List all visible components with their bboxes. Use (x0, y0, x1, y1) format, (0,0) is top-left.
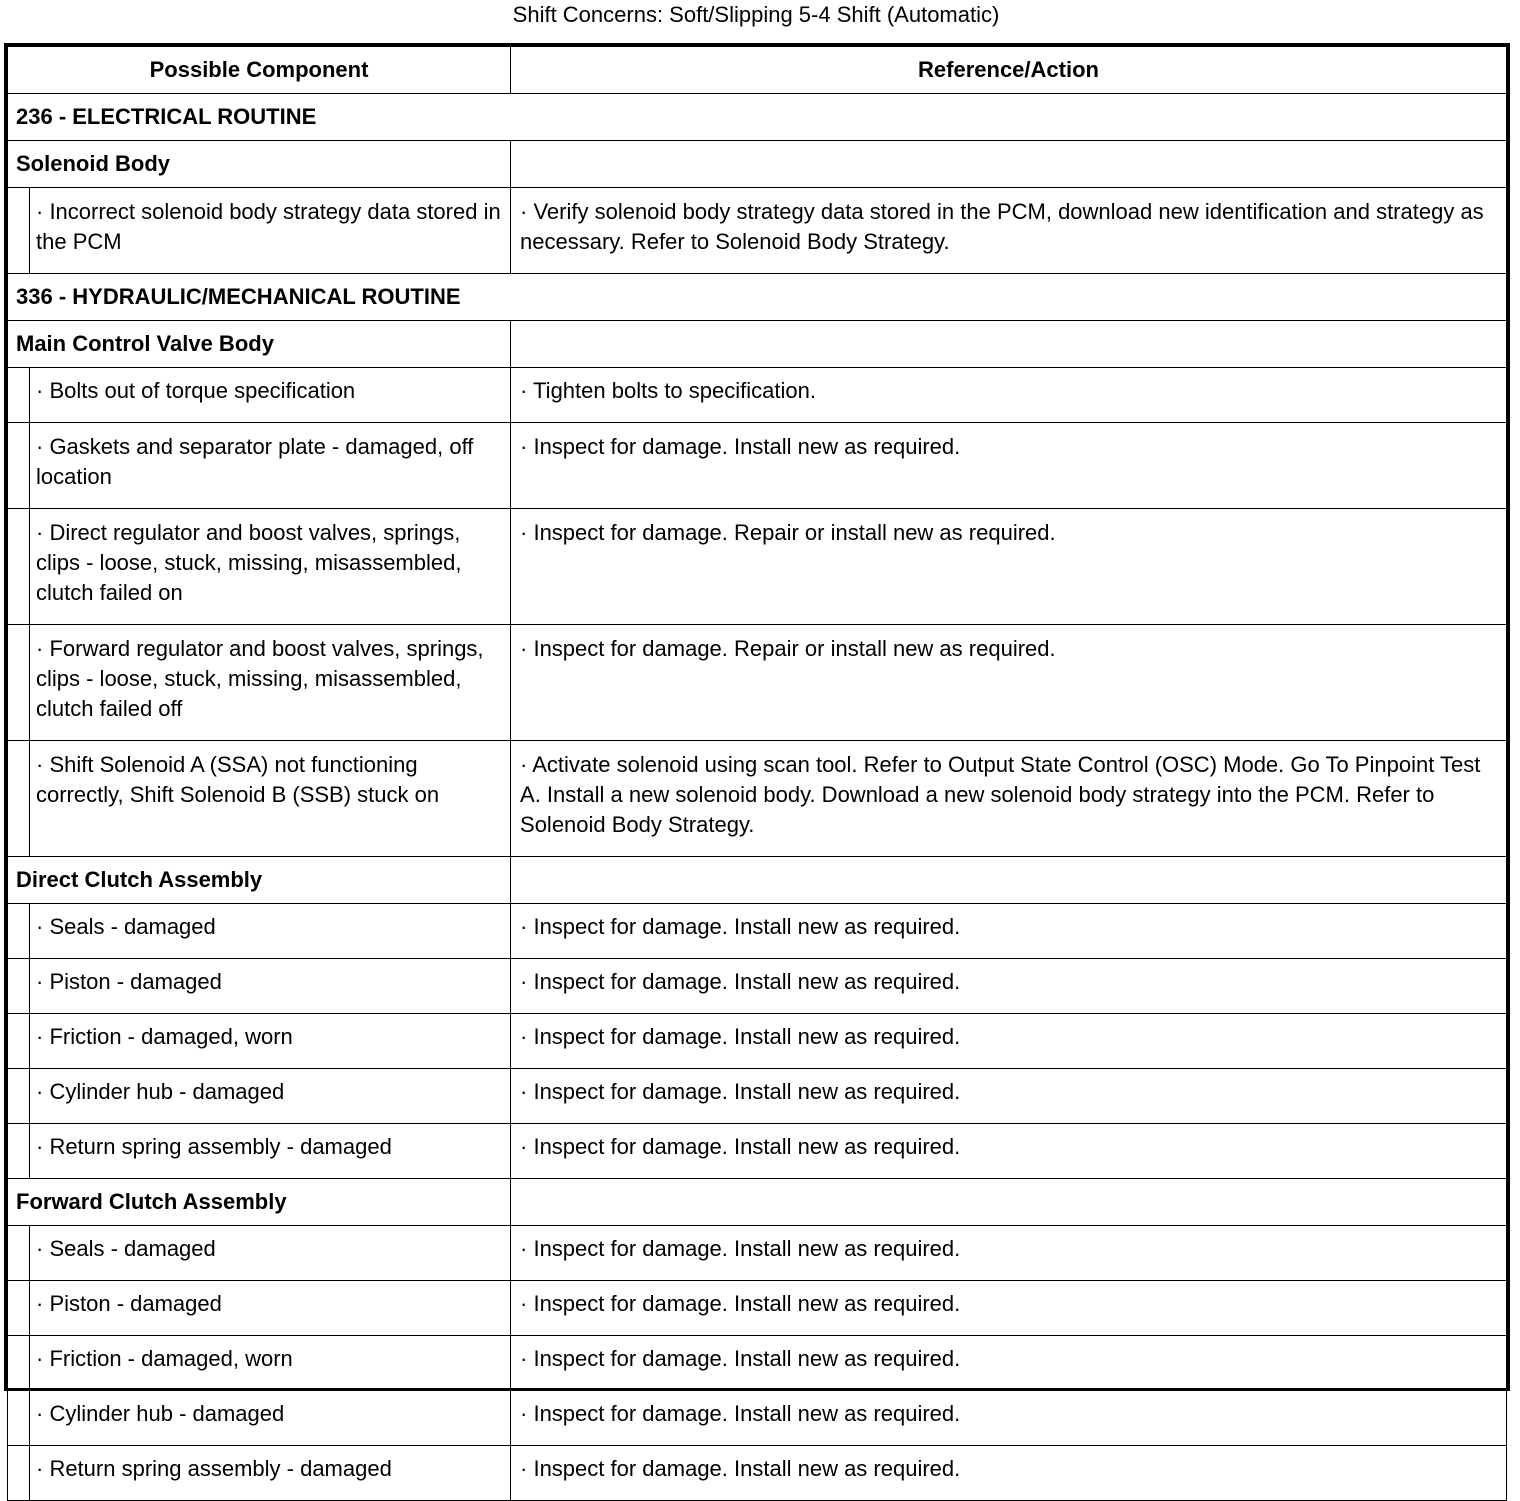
component-cell: · Forward regulator and boost valves, springs, clips - loose, stuck, missing, misassembled, clutch failed off (30, 625, 511, 741)
group-empty-cell (511, 857, 1507, 904)
section-title: 236 - ELECTRICAL ROUTINE (8, 94, 1507, 141)
reference-cell: · Activate solenoid using scan tool. Refer to Output State Control (OSC) Mode. Go To Pinpoint Test A. Install a new solenoid body. Download a new solenoid body strategy into the PCM. Refer to Solenoid Body Strategy. (511, 741, 1507, 857)
component-cell: · Return spring assembly - damaged (30, 1446, 511, 1501)
component-cell: · Cylinder hub - damaged (30, 1391, 511, 1446)
group-title: Main Control Valve Body (8, 321, 511, 368)
diagnostic-table (7, 46, 1507, 1501)
component-cell: · Seals - damaged (30, 904, 511, 959)
table-row (8, 1226, 1507, 1281)
group-empty-cell (511, 141, 1507, 188)
reference-cell: · Inspect for damage. Repair or install new as required. (511, 625, 1507, 741)
table-row (8, 423, 1507, 509)
group-row (8, 1179, 1507, 1226)
component-cell: · Cylinder hub - damaged (30, 1069, 511, 1124)
table-row (8, 1336, 1507, 1391)
reference-cell: · Inspect for damage. Install new as required. (511, 1391, 1507, 1446)
reference-cell: · Inspect for damage. Install new as required. (511, 1014, 1507, 1069)
component-cell: · Incorrect solenoid body strategy data stored in the PCM (30, 188, 511, 274)
group-row (8, 321, 1507, 368)
component-cell: · Shift Solenoid A (SSA) not functioning correctly, Shift Solenoid B (SSB) stuck on (30, 741, 511, 857)
component-cell: · Direct regulator and boost valves, springs, clips - loose, stuck, missing, misassembled, clutch failed on (30, 509, 511, 625)
table-row (8, 1069, 1507, 1124)
table-row (8, 1281, 1507, 1336)
reference-cell: · Inspect for damage. Install new as required. (511, 1281, 1507, 1336)
group-row (8, 141, 1507, 188)
page-title: Shift Concerns: Soft/Slipping 5-4 Shift (Automatic) (512, 2, 1000, 27)
header-possible-component: Possible Component (8, 47, 511, 94)
table-row (8, 625, 1507, 741)
reference-cell: · Inspect for damage. Install new as required. (511, 904, 1507, 959)
component-cell: · Piston - damaged (30, 1281, 511, 1336)
table-header-row (8, 47, 1507, 94)
reference-cell: · Inspect for damage. Install new as required. (511, 1069, 1507, 1124)
reference-cell: · Tighten bolts to specification. (511, 368, 1507, 423)
component-cell: · Gaskets and separator plate - damaged, off location (30, 423, 511, 509)
table-row (8, 1014, 1507, 1069)
reference-cell: · Inspect for damage. Install new as required. (511, 1124, 1507, 1179)
table-row (8, 1446, 1507, 1501)
reference-cell: · Inspect for damage. Install new as required. (511, 1226, 1507, 1281)
diagnostic-table-frame (4, 43, 1510, 1481)
group-empty-cell (511, 1179, 1507, 1226)
reference-cell: · Inspect for damage. Install new as required. (511, 1446, 1507, 1501)
table-row (8, 904, 1507, 959)
reference-cell: · Inspect for damage. Install new as required. (511, 423, 1507, 509)
group-empty-cell (511, 321, 1507, 368)
table-row (8, 959, 1507, 1014)
component-cell: · Friction - damaged, worn (30, 1336, 511, 1391)
component-cell: · Bolts out of torque specification (30, 368, 511, 423)
table-row (8, 741, 1507, 857)
table-row (8, 509, 1507, 625)
reference-cell: · Inspect for damage. Install new as required. (511, 1336, 1507, 1391)
group-title: Solenoid Body (8, 141, 511, 188)
table-row (8, 368, 1507, 423)
table-row (8, 1124, 1507, 1179)
table-row (8, 188, 1507, 274)
reference-cell: · Inspect for damage. Install new as required. (511, 959, 1507, 1014)
reference-cell: · Verify solenoid body strategy data stored in the PCM, download new identification and strategy as necessary. Refer to Solenoid Body Strategy. (511, 188, 1507, 274)
section-row (8, 274, 1507, 321)
component-cell: · Seals - damaged (30, 1226, 511, 1281)
component-cell: · Return spring assembly - damaged (30, 1124, 511, 1179)
component-cell: · Friction - damaged, worn (30, 1014, 511, 1069)
component-cell: · Piston - damaged (30, 959, 511, 1014)
group-title: Forward Clutch Assembly (8, 1179, 511, 1226)
section-row (8, 94, 1507, 141)
section-title: 336 - HYDRAULIC/MECHANICAL ROUTINE (8, 274, 1507, 321)
table-row (8, 1391, 1507, 1446)
reference-cell: · Inspect for damage. Repair or install new as required. (511, 509, 1507, 625)
group-title: Direct Clutch Assembly (8, 857, 511, 904)
header-reference-action: Reference/Action (511, 47, 1507, 94)
group-row (8, 857, 1507, 904)
